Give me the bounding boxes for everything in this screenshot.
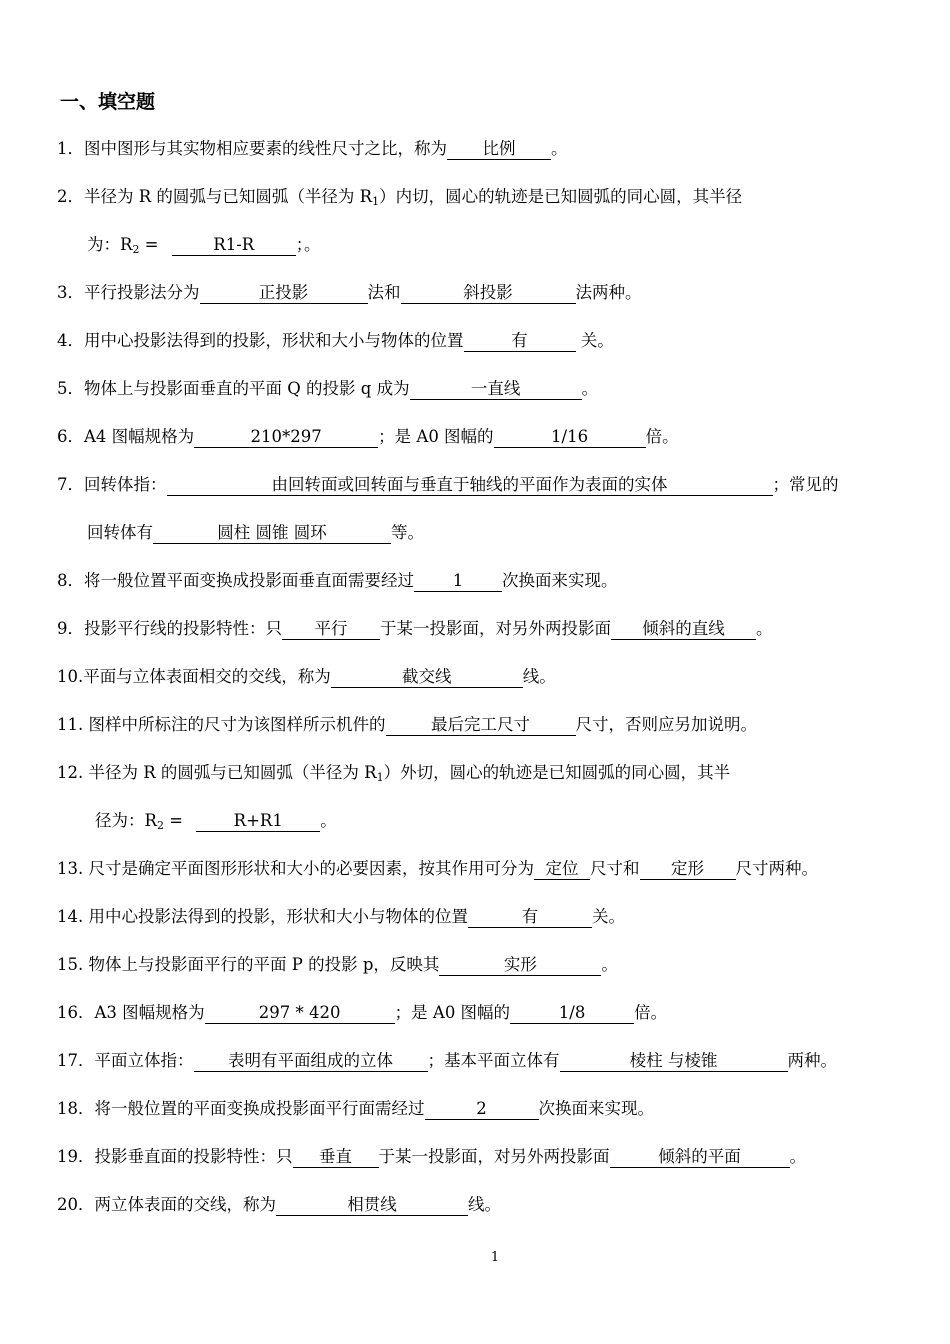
question-2: 2．半径为 R 的圆弧与已知圆弧（半径为 $R_1$）内切，圆心的轨迹是已知圆弧的同心圆，其半径 <box>57 187 743 208</box>
question-8: 8．将一般位置平面变换成投影面垂直面需要经过 1 次换面来实现。 <box>57 571 618 590</box>
question-5: 5．物体上与投影面垂直的平面 Q 的投影 q 成为 一直线 。 <box>57 379 599 398</box>
answer-1: 比例 <box>447 139 551 160</box>
answer-17a: 表明有平面组成的立体 <box>194 1051 428 1072</box>
answer-14: 有 <box>468 907 592 928</box>
answer-13a: 定位 <box>534 859 590 880</box>
question-20: 20．两立体表面的交线，称为 相贯线 线。 <box>57 1195 501 1214</box>
answer-3b: 斜投影 <box>401 283 576 304</box>
answer-10: 截交线 <box>331 667 523 688</box>
answer-6b: 1/16 <box>494 427 646 448</box>
question-10: 10.平面与立体表面相交的交线，称为 截交线 线。 <box>57 667 556 686</box>
answer-9a: 平行 <box>282 619 380 640</box>
answer-17b: 棱柱 与棱锥 <box>560 1051 788 1072</box>
question-12: 12. 半径为 R 的圆弧与已知圆弧（半径为 $R_1$）外切，圆心的轨迹是已知圆弧的同心圆，其半 <box>57 763 731 784</box>
answer-18: 2 <box>425 1099 539 1120</box>
question-7: 7．回转体指： 由回转面或回转面与垂直于轴线的平面作为表面的实体 ；常见的 <box>57 475 839 494</box>
question-7-line-2: 回转体有 圆柱 圆锥 圆环 等。 <box>87 523 424 542</box>
question-9: 9．投影平行线的投影特性：只 平行 于某一投影面，对另外两投影面 倾斜的直线 。 <box>57 619 773 638</box>
question-1: 1．图中图形与其实物相应要素的线性尺寸之比，称为 比例 。 <box>57 139 568 158</box>
question-17: 17．平面立体指： 表明有平面组成的立体 ；基本平面立体有 棱柱 与棱锥 两种。 <box>57 1051 837 1070</box>
answer-20: 相贯线 <box>276 1195 468 1216</box>
answer-7a: 由回转面或回转面与垂直于轴线的平面作为表面的实体 <box>167 475 773 496</box>
page-number: 1 <box>490 1250 500 1265</box>
answer-9b: 倾斜的直线 <box>611 619 756 640</box>
question-11: 11. 图样中所标注的尺寸为该图样所示机件的 最后完工尺寸 尺寸，否则应另加说明。 <box>57 715 757 734</box>
answer-3a: 正投影 <box>200 283 368 304</box>
question-18: 18．将一般位置的平面变换成投影面平行面需经过 2 次换面来实现。 <box>57 1099 654 1118</box>
answer-13b: 定形 <box>640 859 736 880</box>
answer-6a: 210*297 <box>194 427 378 448</box>
section-heading: 一、填空题 <box>60 91 156 113</box>
answer-19b: 倾斜的平面 <box>610 1147 790 1168</box>
question-15: 15. 物体上与投影面平行的平面 P 的投影 p，反映其 实形 。 <box>57 955 618 974</box>
question-14: 14. 用中心投影法得到的投影，形状和大小与物体的位置 有 关。 <box>57 907 625 926</box>
question-19: 19．投影垂直面的投影特性：只 垂直 于某一投影面，对另外两投影面 倾斜的平面 。 <box>57 1147 806 1166</box>
question-6: 6．A4 图幅规格为 210*297 ；是 A0 图幅的 1/16 倍。 <box>57 427 679 446</box>
answer-16a: 297 * 420 <box>205 1003 395 1024</box>
answer-5: 一直线 <box>410 379 582 400</box>
answer-4: 有 <box>464 331 576 352</box>
answer-11: 最后完工尺寸 <box>386 715 576 736</box>
answer-2: R1-R <box>172 235 296 256</box>
answer-12: R+R1 <box>196 811 320 832</box>
question-16: 16．A3 图幅规格为 297 * 420 ；是 A0 图幅的 1/8 倍。 <box>57 1003 668 1022</box>
answer-8: 1 <box>414 571 502 592</box>
answer-16b: 1/8 <box>510 1003 634 1024</box>
answer-19a: 垂直 <box>293 1147 379 1168</box>
question-4: 4．用中心投影法得到的投影，形状和大小与物体的位置 有 关。 <box>57 331 614 350</box>
question-12-line-2: 径为：$R_2 = R+R1$ 。 <box>95 811 337 832</box>
question-2-line-2: 为：$R_2 = R1-R$ ；。 <box>87 235 321 256</box>
question-13: 13. 尺寸是确定平面图形形状和大小的必要因素，按其作用可分为 定位 尺寸和 定形 尺寸两种。 <box>57 859 818 878</box>
answer-7b: 圆柱 圆锥 圆环 <box>153 523 391 544</box>
question-3: 3．平行投影法分为 正投影 法和 斜投影 法两种。 <box>57 283 642 302</box>
answer-15: 实形 <box>439 955 601 976</box>
